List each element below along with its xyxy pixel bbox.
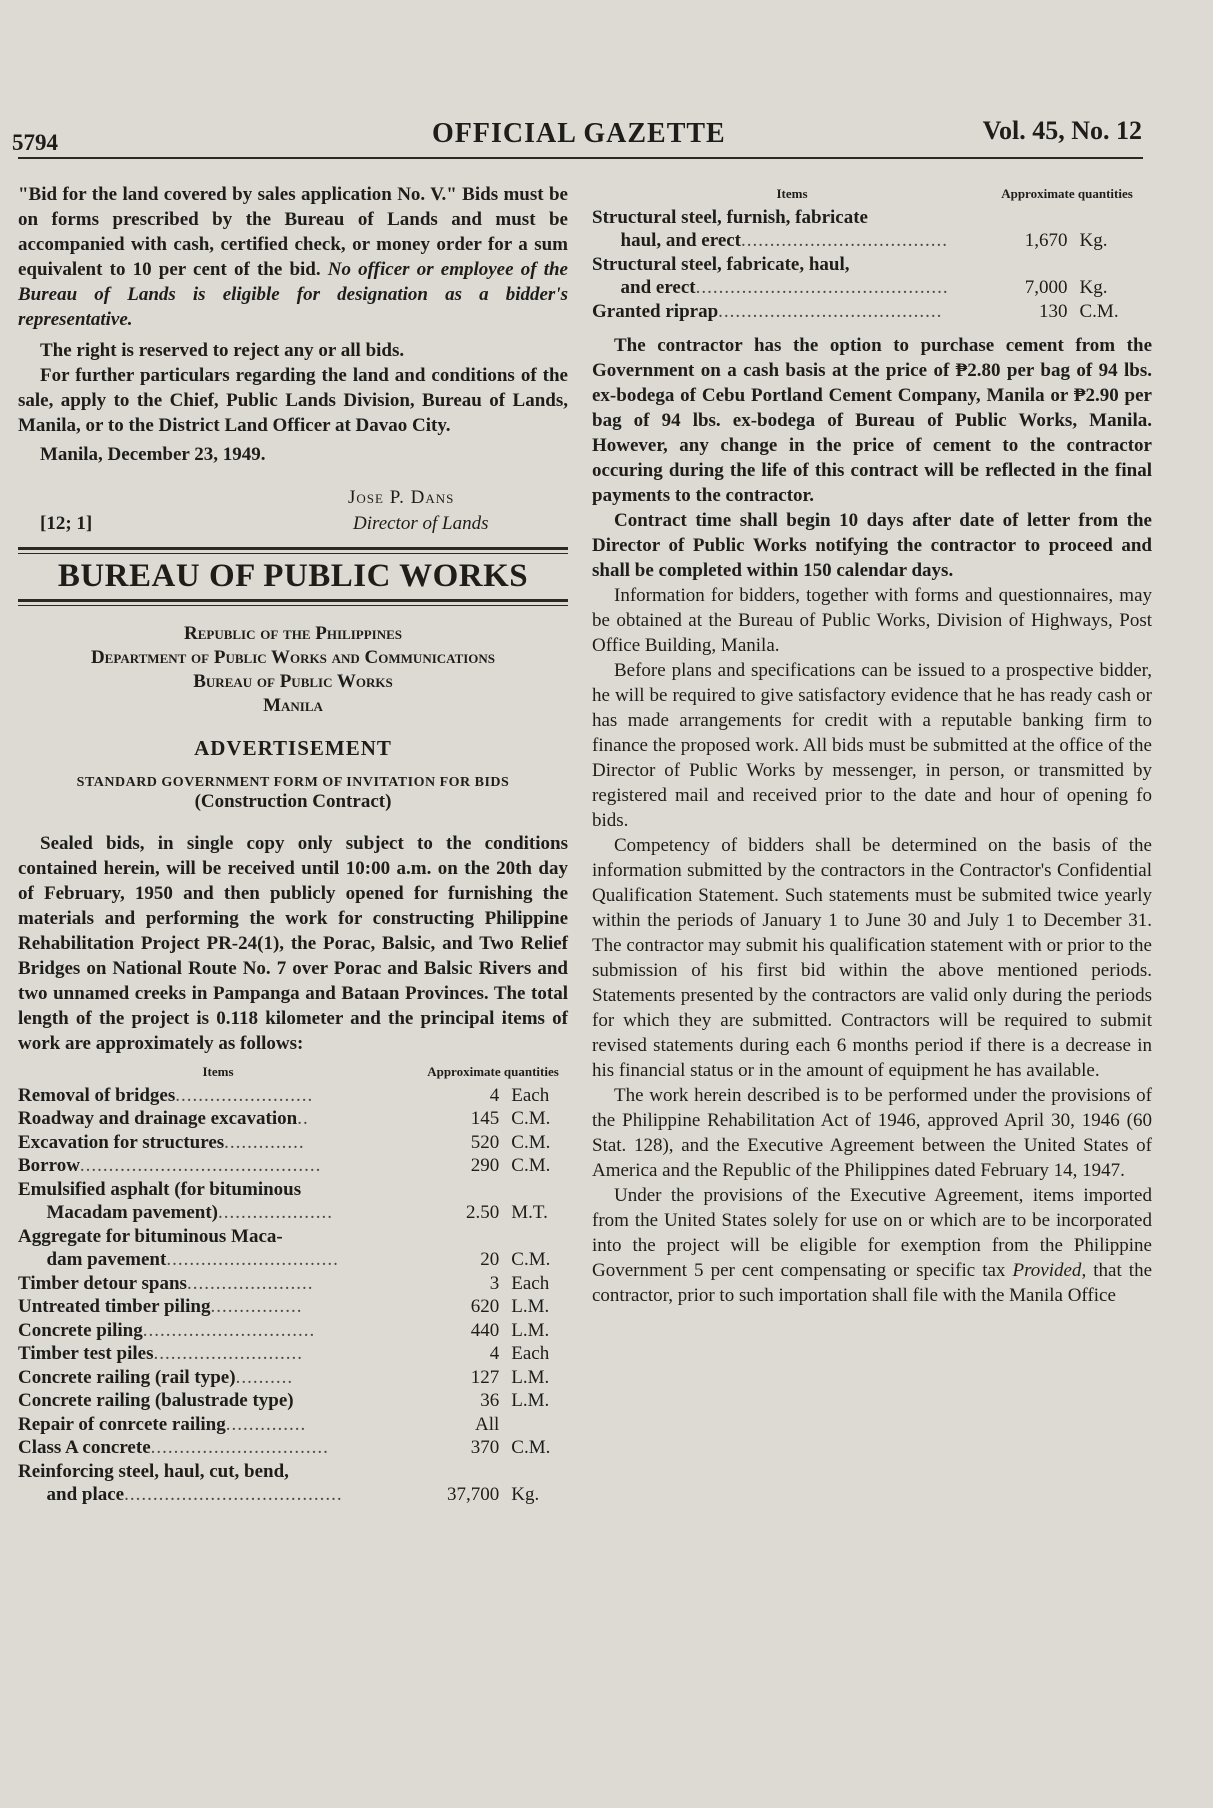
item-leader-dots: ............................... <box>150 1437 329 1458</box>
item-quantity <box>418 1460 511 1484</box>
table-row <box>18 1319 568 1343</box>
section-rule-top <box>18 547 568 554</box>
item-leader-dots: .............. <box>225 1413 307 1435</box>
item-quantity: 130 <box>1039 300 1068 322</box>
item-label: Class A concrete <box>18 1437 151 1458</box>
item-unit <box>511 1225 568 1249</box>
reference-code: [12; 1] <box>40 513 93 534</box>
item-leader-dots: .................... <box>218 1202 333 1223</box>
item-unit: L.M. <box>511 1296 550 1317</box>
information-paragraph: Information for bidders, together with forms and questionnaires, may be obtained at the Bureau of Public Works, Division of Highways, Post Office Building, Manila. <box>592 585 1152 656</box>
items-table-left <box>18 1060 568 1507</box>
item-label: dam pavement <box>18 1249 167 1270</box>
item-name-cell <box>592 253 992 277</box>
agreement-provided: Provided <box>1012 1260 1082 1281</box>
item-name-cell <box>18 1248 418 1272</box>
item-leader-dots: ....................................... <box>718 300 943 322</box>
item-leader-dots: .......................... <box>153 1343 303 1364</box>
item-quantity <box>992 253 1080 277</box>
item-unit <box>511 1460 568 1484</box>
item-quantity: 1,670 <box>1024 230 1068 251</box>
intro-paragraph <box>18 182 568 332</box>
item-name-cell <box>592 229 992 253</box>
org-line: Bureau of Public Works <box>193 671 393 692</box>
table-row <box>592 276 1142 300</box>
item-quantity: 145 <box>470 1108 500 1129</box>
item-unit <box>511 1178 568 1202</box>
table-row <box>18 1225 568 1249</box>
table-row <box>18 1389 568 1413</box>
sealed-bids-paragraph: Sealed bids, in single copy only subject to the conditions contained herein, will be received until 10:00 a.m. on the 20th day of February, 1950 and then publicly opened for furnishing the materials and performing the work for constructing Philippine Rehabilitation Project PR-24(1), the Porac, Balsic, and Two Relief Bridges on National Route No. 7 over Porac and Balsic Rivers and two unnamed creeks in Pampanga and Bataan Provinces. The total length of the project is 0.118 kilometer and the principal items of work are approximately as follows: <box>18 833 568 1054</box>
item-name-cell <box>18 1154 418 1178</box>
item-unit: C.M. <box>511 1437 551 1458</box>
table-row <box>592 253 1142 277</box>
table-row <box>592 300 1142 324</box>
item-label: Concrete railing (balustrade type) <box>18 1390 294 1411</box>
table-row <box>18 1342 568 1366</box>
section-heading: BUREAU OF PUBLIC WORKS <box>57 558 529 594</box>
item-unit: Each <box>511 1343 550 1364</box>
item-label: and place <box>18 1484 125 1505</box>
item-name-cell <box>18 1460 418 1484</box>
item-name-cell <box>18 1201 418 1225</box>
item-leader-dots: ...................................... <box>124 1484 343 1505</box>
competency-paragraph: Competency of bidders shall be determined on the basis of the information submitted by the contractors in the Contractor's Confidential Qualification Statement. Such statements must be submited twice yearly within the periods of January 1 to June 30 and July 1 to December 31. The contractor may submit his qualification statement with or prior to the submission of his first bid within the above mentioned periods. Statements presented by the contractors are valid only during the periods for which they are submitted. Contractors will be required to submit revised statements during each 6 months period if there is a decrease in his financial status or in the amount of equipment he has available. <box>592 835 1152 1081</box>
table-row <box>18 1483 568 1507</box>
item-label: haul, and erect <box>592 230 742 251</box>
item-quantity: 4 <box>489 1343 500 1364</box>
item-quantity: 370 <box>470 1437 500 1458</box>
item-unit: C.M. <box>1079 300 1119 322</box>
item-name-cell <box>18 1483 418 1507</box>
item-quantity: 520 <box>470 1131 500 1153</box>
advertisement-heading: ADVERTISEMENT <box>194 736 392 760</box>
table-row <box>18 1413 568 1437</box>
page-header <box>12 112 1142 155</box>
contract-time-paragraph: Contract time shall begin 10 days after date of letter from the Director of Public Works notifying the contractor to proceed and shall be completed within 150 calendar days. <box>592 510 1152 581</box>
table-row <box>18 1295 568 1319</box>
table-header <box>18 1060 568 1084</box>
item-unit: L.M. <box>511 1319 550 1341</box>
item-leader-dots: .......................................... <box>79 1155 322 1176</box>
table-row <box>18 1248 568 1272</box>
item-unit: L.M. <box>511 1366 550 1388</box>
item-leader-dots: ................ <box>210 1296 303 1317</box>
contract-type: (Construction Contract) <box>194 791 392 812</box>
table-row <box>18 1084 568 1108</box>
items-header: Items <box>202 1064 234 1079</box>
item-unit <box>1080 206 1143 230</box>
table-row <box>592 229 1142 253</box>
item-unit: C.M. <box>511 1155 551 1176</box>
quantity-header: Approximate quantities <box>1001 186 1133 201</box>
publication-title: OFFICIAL GAZETTE <box>432 118 726 149</box>
item-label: Excavation for structures <box>18 1131 225 1153</box>
item-unit <box>1080 253 1143 277</box>
item-leader-dots: ........................ <box>175 1084 314 1106</box>
org-line: Manila <box>263 695 323 716</box>
table-row <box>18 1272 568 1296</box>
item-leader-dots: .. <box>297 1108 309 1129</box>
item-quantity: 20 <box>480 1249 500 1270</box>
item-name-cell <box>592 206 992 230</box>
right-column <box>592 182 1152 1308</box>
item-leader-dots: .................................... <box>741 230 949 251</box>
org-line: Department of Public Works and Communications <box>90 647 496 668</box>
item-label: Emulsified asphalt (for bituminous <box>18 1178 302 1200</box>
agreement-text-end: , that the contractor, prior to such importation shall file with the Manila Office <box>592 1260 1153 1306</box>
item-name-cell <box>18 1413 418 1437</box>
item-label: Removal of bridges <box>18 1084 176 1106</box>
table-header <box>592 182 1142 206</box>
table-row <box>18 1131 568 1155</box>
item-leader-dots: .............................. <box>142 1319 316 1341</box>
item-unit: Each <box>511 1084 550 1106</box>
item-unit <box>511 1413 568 1437</box>
header-rule <box>18 157 1143 159</box>
item-name-cell <box>18 1225 418 1249</box>
quantity-header: Approximate quantities <box>427 1064 559 1079</box>
item-name-cell <box>18 1084 418 1108</box>
item-quantity <box>992 206 1080 230</box>
intro-italic: No officer or employee of the Bureau of Lands is eligible for designation as a bidder's representative. <box>18 259 568 330</box>
plans-paragraph: Before plans and specifications can be issued to a prospective bidder, he will be required to give satisfactory evidence that he has ready cash or has made arrangements for credit with a reputable banking firm to finance the proposed work. All bids must be submitted at the office of the Director of Public Works by messenger, in person, or transmitted by registered mail and received prior to the date and hour of opening fo bids. <box>592 660 1152 831</box>
item-name-cell <box>18 1272 418 1296</box>
item-quantity: 2.50 <box>466 1202 500 1223</box>
table-row <box>592 206 1142 230</box>
item-label: Reinforcing steel, haul, cut, bend, <box>18 1460 289 1482</box>
item-quantity: 7,000 <box>1024 277 1068 298</box>
item-unit: M.T. <box>511 1202 548 1223</box>
item-unit: Each <box>511 1272 550 1294</box>
items-header: Items <box>776 186 808 201</box>
item-name-cell <box>592 300 992 324</box>
item-name-cell <box>18 1131 418 1155</box>
item-unit: C.M. <box>511 1108 551 1129</box>
item-unit: Kg. <box>1079 230 1108 251</box>
item-name-cell <box>18 1107 418 1131</box>
item-label: Granted riprap <box>592 300 719 322</box>
cement-paragraph: The contractor has the option to purchase cement from the Government on a cash basis at the price of ₱2.80 per bag of 94 lbs. ex-bodega of Cebu Portland Cement Company, Manila or ₱2.90 per bag of 94 lbs. ex-bodega of Bureau of Public Works, Manila. However, any change in the price of cement to the contractor occuring during the life of this contract will be reflected in the final payments to the contractor. <box>592 335 1152 506</box>
item-name-cell <box>18 1436 418 1460</box>
item-quantity: 620 <box>470 1296 500 1317</box>
item-label: Timber test piles <box>18 1343 154 1364</box>
item-unit: C.M. <box>511 1131 551 1153</box>
rights-paragraph: The right is reserved to reject any or all bids. <box>40 340 405 361</box>
item-label: Roadway and drainage excavation <box>18 1108 298 1129</box>
page-number: 5794 <box>12 130 58 155</box>
table-row <box>18 1436 568 1460</box>
item-label: Concrete piling <box>18 1319 143 1341</box>
item-leader-dots: ...................... <box>186 1272 314 1294</box>
table-row <box>18 1460 568 1484</box>
item-label: Structural steel, fabricate, haul, <box>592 253 850 275</box>
item-quantity: 4 <box>489 1084 500 1106</box>
item-unit: L.M. <box>511 1390 550 1411</box>
date-line: Manila, December 23, 1949. <box>40 444 266 465</box>
item-leader-dots: .......... <box>235 1366 294 1388</box>
table-row <box>18 1366 568 1390</box>
agreement-paragraph <box>592 1183 1152 1308</box>
table-row <box>18 1107 568 1131</box>
item-unit: C.M. <box>511 1249 551 1270</box>
item-quantity: 127 <box>470 1366 500 1388</box>
item-quantity: 440 <box>470 1319 500 1341</box>
item-label: Untreated timber piling <box>18 1296 211 1317</box>
item-name-cell <box>18 1342 418 1366</box>
item-quantity: 3 <box>489 1272 500 1294</box>
signature-block <box>18 473 568 543</box>
intro-text: "Bid for the land covered by sales application No. V." Bids must be on forms prescribed by the Bureau of Lands and must be accompanied with cash, certified check, or money order for a sum equivalent to 10 per cent of the bid. <box>18 184 568 280</box>
item-name-cell <box>18 1389 418 1413</box>
item-label: Macadam pavement) <box>18 1202 218 1223</box>
item-unit: Kg. <box>1079 277 1108 298</box>
table-row <box>18 1154 568 1178</box>
item-quantity: All <box>474 1413 500 1435</box>
left-column <box>18 182 568 1507</box>
table-row <box>18 1201 568 1225</box>
item-name-cell <box>18 1366 418 1390</box>
particulars-paragraph: For further particulars regarding the land and conditions of the sale, apply to the Chief, Public Lands Division, Bureau of Lands, Manila, or to the District Land Officer at Davao City. <box>18 365 568 436</box>
item-quantity <box>418 1225 511 1249</box>
work-paragraph: The work herein described is to be performed under the provisions of the Philippine Rehabilitation Act of 1946, approved April 30, 1946 (60 Stat. 128), and the Executive Agreement between the United States of America and the Republic of the Philippines dated February 14, 1947. <box>592 1085 1152 1181</box>
item-label: Aggregate for bituminous Maca- <box>18 1225 283 1247</box>
item-label: Concrete railing (rail type) <box>18 1366 236 1388</box>
item-quantity: 36 <box>480 1390 500 1411</box>
item-leader-dots: ............................................ <box>695 277 949 298</box>
table-row <box>18 1178 568 1202</box>
item-label: Repair of conrcete railing <box>18 1413 226 1435</box>
item-quantity: 290 <box>470 1155 500 1176</box>
item-name-cell <box>18 1319 418 1343</box>
agreement-text: Under the provisions of the Executive Agreement, items imported from the United States solely for use on or which are to be incorporated into the project will be eligible for exemption from the Philippine Government 5 per cent compensating or specific tax <box>592 1185 1152 1281</box>
item-name-cell <box>18 1178 418 1202</box>
items-table-right <box>592 182 1142 323</box>
item-leader-dots: .............................. <box>166 1249 339 1270</box>
item-label: Timber detour spans <box>18 1272 187 1294</box>
signatory-title: Director of Lands <box>353 513 489 534</box>
item-quantity: 37,700 <box>447 1484 500 1505</box>
item-label: and erect <box>592 277 696 298</box>
section-rule-bottom <box>18 599 568 606</box>
signatory-name: Jose P. Dans <box>348 487 455 508</box>
form-title: STANDARD GOVERNMENT FORM OF INVITATION FOR BIDS <box>76 775 510 790</box>
item-label: Structural steel, furnish, fabricate <box>592 206 868 228</box>
org-line: Republic of the Philippines <box>183 623 402 644</box>
item-unit: Kg. <box>511 1484 540 1505</box>
item-name-cell <box>18 1295 418 1319</box>
item-name-cell <box>592 276 992 300</box>
item-leader-dots: .............. <box>224 1131 305 1153</box>
item-label: Borrow <box>18 1155 80 1176</box>
item-quantity <box>418 1178 511 1202</box>
org-block <box>18 622 568 718</box>
volume-number: Vol. 45, No. 12 <box>982 116 1142 145</box>
